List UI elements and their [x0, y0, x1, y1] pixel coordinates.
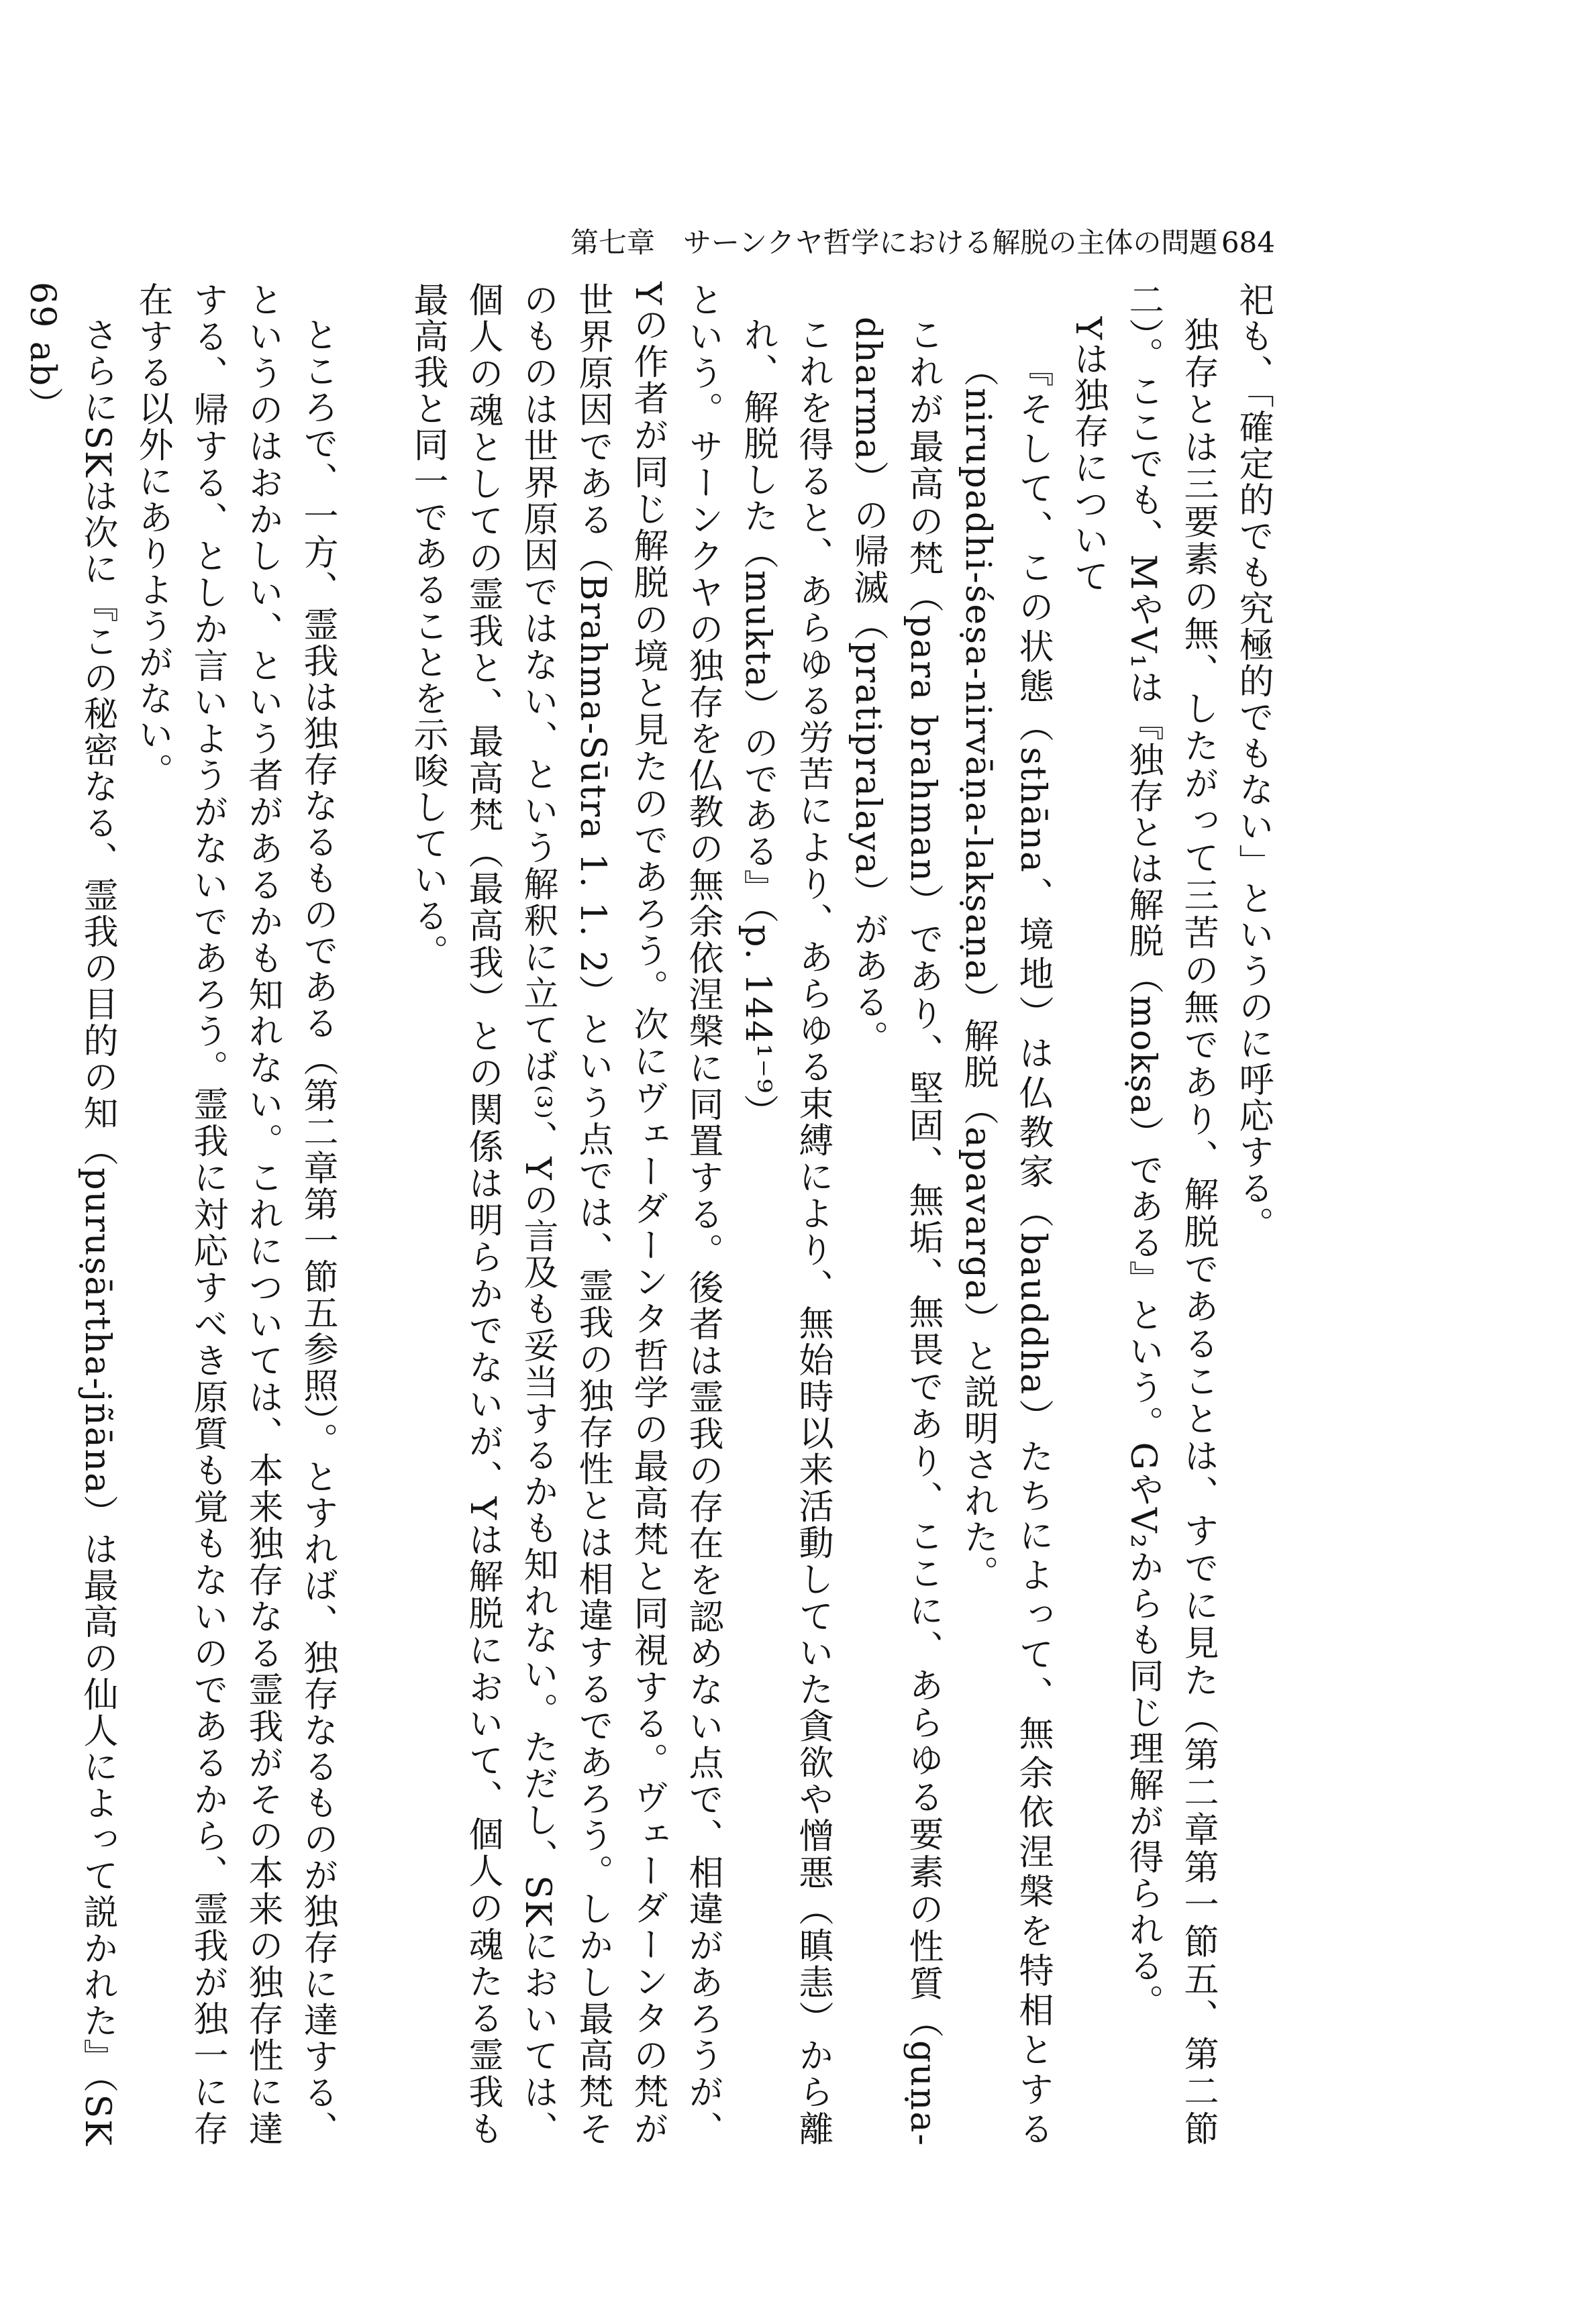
paragraph-spacer: [345, 282, 400, 288]
chapter-title: 第七章 サーンクヤ哲学における解脱の主体の問題: [570, 226, 1218, 259]
body-text: [22, 282, 1280, 2148]
page-number: 684: [1221, 226, 1275, 259]
quote-line-3: これを得ると、あらゆる労苦により、あらゆる束縛により、無始時以来活動していた貪欲や憎悪（瞋恚）から離れ、解脱した（mukta）のである』（p. 144¹⁻⁹）: [738, 317, 833, 2147]
paragraph-1: 祀も、「確定的でも究極的でもない」というのに呼応する。: [1233, 282, 1273, 1243]
quote-line-1: 『そして、この状態（sthāna、境地）は仏教家（bauddha）たちによって、無余依涅槃を特相とする（nirupadhi-śeṣa-nirvāṇa-lakṣaṇa）解脱（apavarga）と説明された。: [958, 352, 1053, 2147]
running-head: [570, 221, 1275, 264]
paragraph-4: という。サーンクヤの独存を仏教の無余依涅槃に同置する。後者は霊我の存在を認めない点で、相違があろうが、Yの作者が同じ解脱の境と見たのであろう。次にヴェーダーンタ哲学の最高梵と同視する。ヴェーダーンタの梵が世界原因である（Brahma-Sūtra 1. 1. 2）という点では、霊我の独存性とは相違するであろう。しかし最高梵そのものは世界原因ではない、という解釈に立てば⁽³⁾、Yの言及も妥当するかも知れない。ただし、SKにおいては、個人の魂としての霊我と、最高梵（最高我）との関係は明らかでないが、Yは解脱において、個人の魂たる霊我も最高我と同一であることを示唆している。: [407, 282, 723, 2148]
paragraph-2: 独存とは三要素の無、したがって三苦の無であり、解脱であることは、すでに見た（第二章第一節五、第二節二）。ここでも、MやV₁は『独存とは解脱（mokṣa）である』という。GやV₂からも同じ理解が得られる。: [1123, 282, 1218, 2147]
paragraph-6: さらにSKは次に『この秘密なる、霊我の目的の知（puruṣārtha-jñāna）は最高の仙人によって説かれた』（SK 69 ab）: [22, 282, 117, 2147]
paragraph-5: ところで、一方、霊我は独存なるものである（第二章第一節五参照）。とすれば、独存なるものが独存に達する、というのはおかしい、という者があるかも知れない。これについては、本来独存なる霊我がその本来の独存性に達する、帰する、としか言いようがないであろう。霊我に対応すべき原質も覚もないのであるから、霊我が独一に存在する以外にありようがない。: [132, 282, 338, 2148]
quote-line-2: これが最高の梵（para brahman）であり、堅固、無垢、無畏であり、ここに、あらゆる要素の性質（guṇa-dharma）の帰滅（pratipralaya）がある。: [848, 317, 943, 2147]
paragraph-3: Yは独存について: [1068, 317, 1108, 595]
